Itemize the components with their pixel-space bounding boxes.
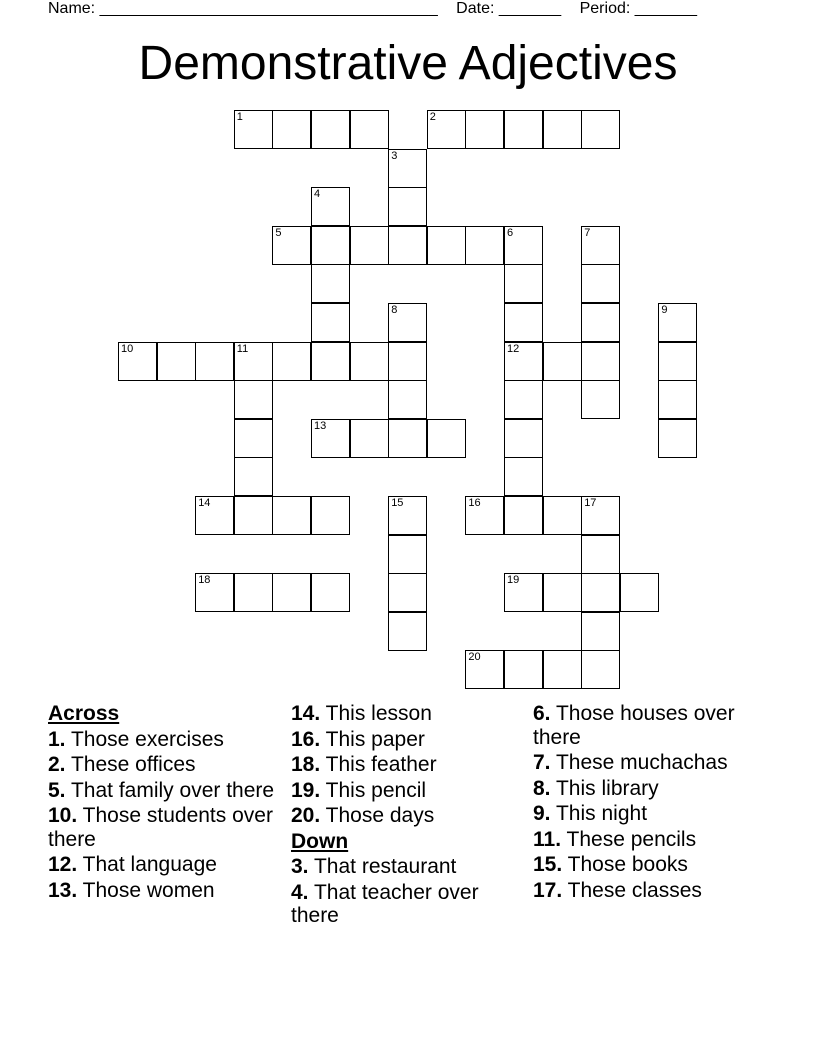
clue-item	[533, 828, 763, 852]
grid-cell[interactable]	[427, 226, 466, 265]
grid-cell[interactable]	[581, 535, 620, 574]
grid-cell[interactable]	[543, 573, 582, 612]
clue-number: 16.	[291, 727, 321, 751]
grid-cell[interactable]	[234, 419, 273, 458]
grid-cell[interactable]	[234, 342, 273, 381]
grid-cell[interactable]	[157, 342, 196, 381]
grid-cell[interactable]	[195, 342, 234, 381]
clue-text: This library	[555, 776, 659, 800]
grid-cell[interactable]	[581, 612, 620, 651]
clue-text: These classes	[567, 878, 702, 902]
clue-number: 13.	[48, 878, 78, 902]
grid-cell[interactable]	[311, 303, 350, 342]
clue-item	[48, 728, 278, 752]
down-heading: Down	[291, 829, 349, 853]
grid-cell[interactable]	[388, 226, 427, 265]
grid-cell[interactable]	[388, 342, 427, 381]
grid-cell[interactable]	[195, 496, 234, 535]
clue-text: This pencil	[325, 778, 427, 802]
clue-number: 10.	[48, 804, 78, 827]
grid-cell[interactable]	[118, 342, 157, 381]
grid-cell[interactable]	[427, 110, 466, 149]
clue-item	[291, 753, 516, 777]
across-clue-list-continued	[291, 702, 516, 828]
clue-number: 17.	[533, 878, 563, 902]
clue-number: 19.	[291, 778, 321, 802]
grid-cell[interactable]	[658, 380, 697, 419]
cell-number: 2	[429, 111, 436, 123]
grid-cell[interactable]	[581, 264, 620, 303]
grid-cell[interactable]	[350, 419, 389, 458]
across-down-column	[291, 702, 516, 930]
grid-cell[interactable]	[504, 303, 543, 342]
cell-number: 8	[391, 304, 398, 316]
cell-number: 14	[198, 497, 211, 509]
grid-cell[interactable]	[195, 573, 234, 612]
grid-cell[interactable]	[427, 419, 466, 458]
clue-text: Those women	[82, 878, 215, 902]
period-field-label: Period: _______	[579, 0, 698, 17]
clue-number: 12.	[48, 853, 78, 876]
grid-cell[interactable]	[504, 380, 543, 419]
grid-cell[interactable]	[504, 457, 543, 496]
clue-item	[48, 804, 278, 851]
clue-number: 2.	[48, 753, 66, 776]
grid-cell[interactable]	[388, 496, 427, 535]
grid-cell[interactable]	[388, 187, 427, 226]
down-clue-list	[291, 855, 516, 928]
grid-cell[interactable]	[543, 650, 582, 689]
grid-cell[interactable]	[234, 573, 273, 612]
cell-number: 9	[661, 304, 668, 316]
grid-cell[interactable]	[581, 650, 620, 689]
grid-cell[interactable]	[311, 342, 350, 381]
grid-cell[interactable]	[504, 419, 543, 458]
cell-number: 7	[584, 226, 591, 239]
clue-number: 4.	[291, 880, 309, 904]
clue-item	[291, 855, 516, 879]
across-heading: Across	[48, 702, 120, 725]
cell-number: 17	[584, 497, 597, 509]
grid-cell[interactable]	[543, 110, 582, 149]
clue-item	[291, 728, 516, 752]
clue-item	[533, 702, 763, 749]
grid-cell[interactable]	[272, 342, 311, 381]
clue-number: 11.	[533, 827, 562, 851]
cell-number: 18	[198, 574, 211, 587]
cell-number: 16	[468, 497, 481, 509]
name-field-label: Name: ______________________________________	[48, 0, 438, 17]
grid-cell[interactable]	[658, 303, 697, 342]
grid-cell[interactable]	[388, 149, 427, 188]
clue-text: These pencils	[566, 827, 697, 851]
cell-number: 3	[391, 149, 398, 162]
cell-number: 15	[391, 497, 404, 509]
clue-number: 1.	[48, 727, 66, 751]
grid-cell[interactable]	[272, 110, 311, 149]
clue-text: This lesson	[325, 702, 432, 725]
grid-cell[interactable]	[504, 650, 543, 689]
clue-number: 8.	[533, 776, 551, 800]
across-clue-list	[48, 728, 278, 903]
clue-item	[48, 879, 278, 903]
clue-number: 14.	[291, 702, 321, 725]
grid-cell[interactable]	[581, 573, 620, 612]
grid-cell[interactable]	[311, 110, 350, 149]
grid-cell[interactable]	[272, 226, 311, 265]
clue-item	[533, 853, 763, 877]
clue-text: That teacher over there	[291, 880, 479, 927]
grid-cell[interactable]	[581, 110, 620, 149]
down-clue-list-continued	[533, 702, 763, 902]
clue-item	[291, 779, 516, 803]
grid-cell[interactable]	[272, 496, 311, 535]
clue-number: 9.	[533, 802, 551, 825]
grid-cell[interactable]	[311, 496, 350, 535]
grid-cell[interactable]	[388, 419, 427, 458]
clue-text: Those houses over there	[533, 702, 735, 749]
grid-cell[interactable]	[311, 264, 350, 303]
clue-number: 5.	[48, 778, 66, 802]
grid-cell[interactable]	[388, 380, 427, 419]
clue-text: Those exercises	[70, 727, 224, 751]
clue-item	[533, 777, 763, 801]
clue-text: This paper	[325, 727, 425, 751]
clue-number: 6.	[533, 702, 551, 725]
clue-item	[48, 779, 278, 803]
cell-number: 5	[275, 226, 282, 239]
grid-cell[interactable]	[581, 380, 620, 419]
clue-item	[533, 802, 763, 826]
grid-cell[interactable]	[272, 573, 311, 612]
clue-item	[291, 702, 516, 726]
grid-cell[interactable]	[504, 226, 543, 265]
clue-text: That language	[82, 853, 217, 876]
grid-cell[interactable]	[350, 226, 389, 265]
clue-text: Those days	[325, 804, 435, 827]
grid-cell[interactable]	[504, 342, 543, 381]
cell-number: 6	[507, 226, 514, 239]
grid-cell[interactable]	[465, 496, 504, 535]
grid-cell[interactable]	[350, 110, 389, 149]
grid-cell[interactable]	[504, 496, 543, 535]
cell-number: 13	[314, 419, 327, 432]
grid-cell[interactable]	[581, 226, 620, 265]
clue-item	[291, 804, 516, 828]
cell-number: 19	[507, 574, 520, 587]
grid-cell[interactable]	[311, 573, 350, 612]
cell-number: 10	[121, 342, 134, 355]
page-title: Demonstrative Adjectives	[138, 37, 678, 90]
clue-text: These muchachas	[555, 751, 728, 774]
grid-cell[interactable]	[581, 303, 620, 342]
clue-text: This night	[555, 802, 648, 825]
grid-cell[interactable]	[388, 535, 427, 574]
grid-cell[interactable]	[658, 419, 697, 458]
grid-cell[interactable]	[388, 573, 427, 612]
clue-number: 20.	[291, 804, 321, 827]
grid-cell[interactable]	[311, 226, 350, 265]
grid-cell[interactable]	[311, 419, 350, 458]
clue-item	[533, 751, 763, 775]
grid-cell[interactable]	[581, 342, 620, 381]
grid-cell[interactable]	[234, 380, 273, 419]
cell-number: 4	[314, 188, 321, 201]
grid-cell[interactable]	[658, 342, 697, 381]
grid-cell[interactable]	[504, 264, 543, 303]
grid-cell[interactable]	[504, 573, 543, 612]
grid-cell[interactable]	[388, 303, 427, 342]
cell-number: 12	[507, 342, 520, 355]
clue-item	[291, 881, 516, 928]
grid-cell[interactable]	[465, 110, 504, 149]
clue-text: Those books	[567, 853, 688, 876]
grid-cell[interactable]	[234, 496, 273, 535]
clue-item	[48, 753, 278, 777]
down-column	[533, 702, 763, 904]
clue-text: That restaurant	[313, 855, 457, 878]
grid-cell[interactable]	[465, 650, 504, 689]
clue-text: Those students over there	[48, 804, 273, 851]
cell-number: 11	[236, 342, 249, 355]
date-field-label: Date: _______	[456, 0, 562, 17]
grid-cell[interactable]	[620, 573, 659, 612]
across-column	[48, 702, 278, 904]
grid-cell[interactable]	[350, 342, 389, 381]
grid-cell[interactable]	[465, 226, 504, 265]
grid-cell[interactable]	[543, 342, 582, 381]
clue-item	[48, 853, 278, 877]
clue-text: That family over there	[70, 778, 275, 802]
grid-cell[interactable]	[234, 110, 273, 149]
grid-cell[interactable]	[581, 496, 620, 535]
grid-cell[interactable]	[543, 496, 582, 535]
grid-cell[interactable]	[388, 612, 427, 651]
clue-number: 3.	[291, 855, 309, 878]
grid-cell[interactable]	[504, 110, 543, 149]
grid-cell[interactable]	[234, 457, 273, 496]
clue-number: 18.	[291, 753, 321, 776]
cell-number: 20	[468, 651, 481, 664]
clue-item	[533, 879, 763, 903]
clue-text: This feather	[325, 753, 437, 776]
clue-number: 15.	[533, 853, 563, 876]
clue-number: 7.	[533, 751, 551, 774]
cell-number: 1	[236, 111, 243, 123]
clue-text: These offices	[70, 753, 196, 776]
grid-cell[interactable]	[311, 187, 350, 226]
